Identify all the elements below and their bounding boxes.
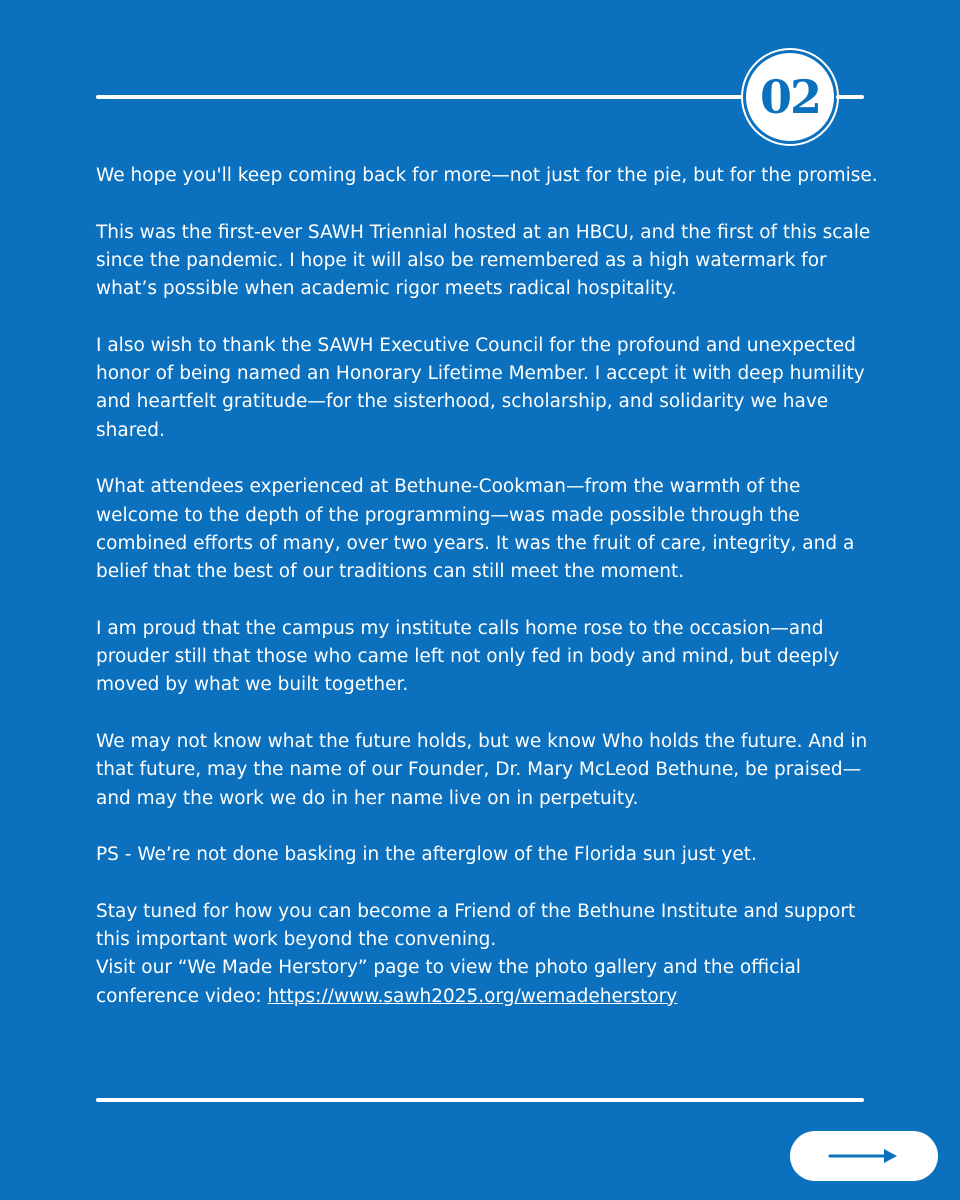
paragraph: I am proud that the campus my institute calls home rose to the occasion—and prouder still that those who came left not only fed in body and mind, but deeply moved by what we built together. — [96, 617, 840, 696]
paragraph: We may not know what the future holds, but we know Who holds the future. And in that future, may the name of our Founder, Dr. Mary McLeod Bethune, be praised—and may the work we do in her name live on in perpetuity. — [96, 730, 868, 809]
bottom-divider — [96, 1098, 864, 1102]
letter-body — [96, 162, 886, 1039]
next-page-button[interactable] — [790, 1131, 938, 1181]
closing-paragraph — [96, 954, 886, 1011]
paragraph: I also wish to thank the SAWH Executive Council for the profound and unexpected honor of being named an Honorary Lifetime Member. I accept it with deep humility and heartfelt gratitude—for the sisterhood, scholarship, and solidarity we have shared. — [96, 334, 865, 441]
arrow-right-icon — [828, 1146, 900, 1166]
page-number: 02 — [759, 70, 820, 124]
paragraph: Stay tuned for how you can become a Friend of the Bethune Institute and support this important work beyond the convening. — [96, 900, 856, 951]
paragraph: What attendees experienced at Bethune-Cookman—from the warmth of the welcome to the depth of the programming—was made possible through the combined efforts of many, over two years. It was the fruit of care, integrity, and a belief that the best of our traditions can still meet the moment. — [96, 476, 855, 583]
closing-text: Visit our “We Made Herstory” page to view the photo gallery and the official conference video: — [96, 957, 801, 1007]
herstory-link[interactable]: https://www.sawh2025.org/wemadeherstory — [267, 985, 678, 1007]
paragraph: We hope you'll keep coming back for more—not just for the pie, but for the promise. — [96, 165, 878, 186]
top-divider-right — [836, 95, 864, 99]
page-number-badge — [743, 50, 837, 144]
paragraph: This was the first-ever SAWH Triennial hosted at an HBCU, and the first of this scale since the pandemic. I hope it will also be remembered as a high watermark for what’s possible when academic rigor meets radical hospitality. — [96, 221, 871, 300]
paragraph: PS - We’re not done basking in the afterglow of the Florida sun just yet. — [96, 844, 757, 866]
top-divider-left — [96, 95, 744, 99]
